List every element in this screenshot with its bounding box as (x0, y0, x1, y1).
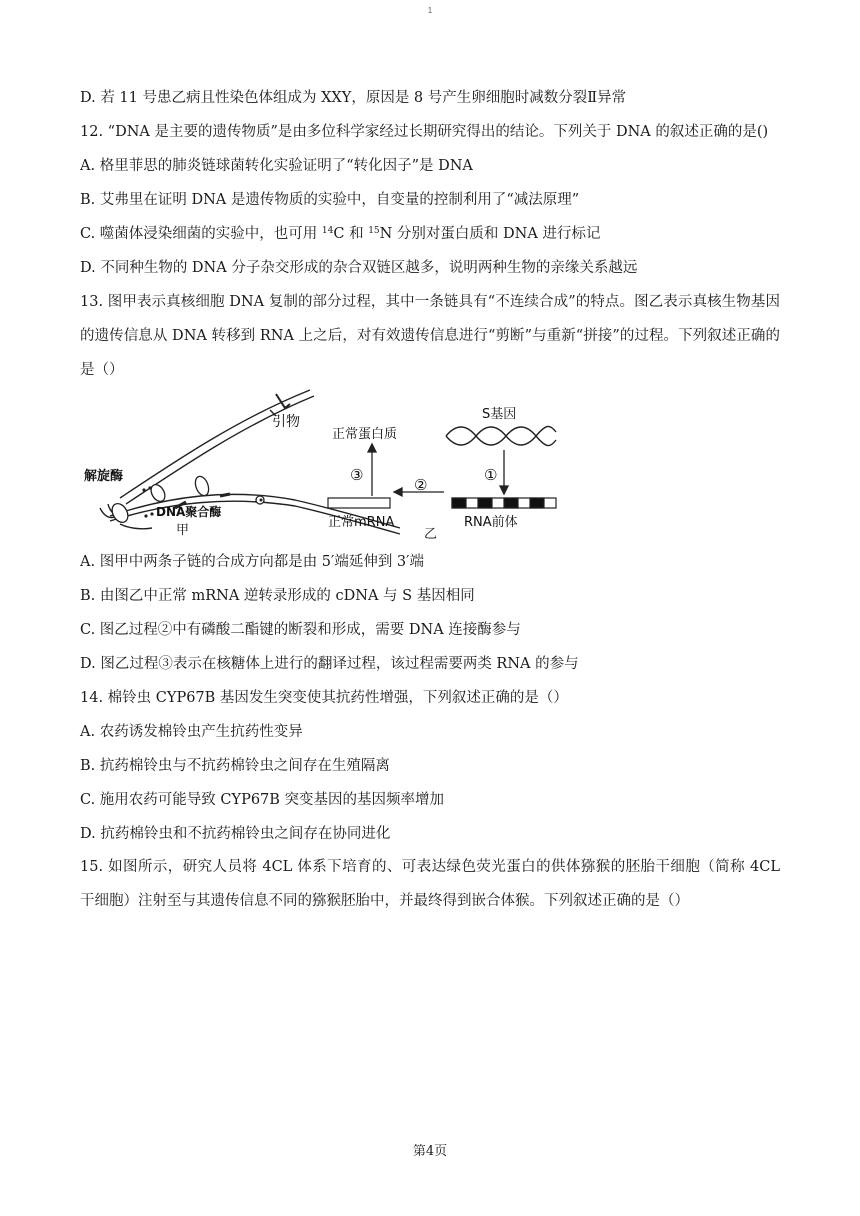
label-primer: 引物 (272, 414, 300, 430)
q12-option-d: D. 不同种生物的 DNA 分子杂交形成的杂合双链区越多，说明两种生物的亲缘关系越远 (80, 260, 638, 276)
q13-option-c: C. 图乙过程②中有磷酸二酯键的断裂和形成，需要 DNA 连接酶参与 (80, 622, 521, 638)
label-s-gene: S基因 (482, 407, 517, 422)
arrow-step-3 (368, 444, 376, 496)
q12-option-c-sup-15: 15 (368, 226, 380, 236)
step-2-label: ② (414, 476, 428, 494)
q12-option-c-text-1: C. 噬菌体浸染细菌的实验中，也可用 (80, 226, 322, 242)
label-normal-protein: 正常蛋白质 (332, 427, 398, 442)
s-gene-double-helix (446, 426, 556, 445)
q13-option-d: D. 图乙过程③表示在核糖体上进行的翻译过程，该过程需要两类 RNA 的参与 (80, 656, 579, 672)
q13-figure (80, 388, 580, 548)
normal-mrna-bar (328, 498, 390, 508)
q11-option-d: D. 若 11 号患乙病且性染色体组成为 XXY，原因是 8 号产生卵细胞时减数分裂Ⅱ异常 (80, 90, 627, 106)
label-helicase: 解旋酶 (84, 469, 124, 484)
label-rna-precursor: RNA前体 (464, 515, 518, 530)
q12-option-c-text-2: C 和 (333, 226, 369, 242)
q14-stem: 14. 棉铃虫 CYP67B 基因发生突变使其抗药性增强，下列叙述正确的是（） (80, 690, 568, 706)
page-header-mark: 1 (427, 6, 433, 15)
figure-jia-replication (100, 390, 400, 534)
q13-option-a: A. 图甲中两条子链的合成方向都是由 5′端延伸到 3′端 (80, 554, 424, 570)
q12-option-c (80, 224, 600, 244)
q12-option-c-sup-14: 14 (321, 226, 334, 236)
label-dna-polymerase: DNA聚合酶 (156, 505, 222, 519)
arrow-step-1 (500, 450, 508, 494)
step-3-label: ③ (350, 466, 364, 484)
q14-option-c: C. 施用农药可能导致 CYP67B 突变基因的基因频率增加 (80, 792, 445, 808)
page-number: 第4页 (412, 1144, 448, 1159)
step-1-label: ① (484, 466, 498, 484)
rna-precursor-bar (452, 498, 556, 508)
label-yi: 乙 (424, 527, 438, 542)
q12-option-a: A. 格里菲思的肺炎链球菌转化实验证明了“转化因子”是 DNA (80, 158, 473, 174)
label-normal-mrna: 正常mRNA (328, 515, 395, 530)
q14-option-a: A. 农药诱发棉铃虫产生抗药性变异 (80, 724, 303, 740)
q14-option-b: B. 抗药棉铃虫与不抗药棉铃虫之间存在生殖隔离 (80, 758, 390, 774)
q15-stem: 15. 如图所示，研究人员将 4CL 体系下培育的、可表达绿色荧光蛋白的供体猕猴的胚胎干细胞（简称 4CL 干细胞）注射至与其遗传信息不同的猕猴胚胎中，并最终得到嵌合体猴。下列叙述正确的是（） (80, 859, 780, 909)
label-jia: 甲 (176, 523, 190, 538)
q12-option-c-text-3: N 分别对蛋白质和 DNA 进行标记 (379, 226, 601, 242)
q13-stem: 13. 图甲表示真核细胞 DNA 复制的部分过程，其中一条链具有“不连续合成”的特点。图乙表示真核生物基因的遗传信息从 DNA 转移到 RNA 上之后，对有效遗传信息进行“剪断”与重新“拼接”的过程。下列叙述正确的是（） (80, 294, 780, 378)
q13-option-b: B. 由图乙中正常 mRNA 逆转录形成的 cDNA 与 S 基因相同 (80, 588, 475, 604)
q14-option-d: D. 抗药棉铃虫和不抗药棉铃虫之间存在协同进化 (80, 826, 391, 842)
q12-option-b: B. 艾弗里在证明 DNA 是遗传物质的实验中，自变量的控制利用了“减法原理” (80, 192, 580, 208)
q12-stem: 12. “DNA 是主要的遗传物质”是由多位科学家经过长期研究得出的结论。下列关于 DNA 的叙述正确的是() (80, 124, 769, 140)
